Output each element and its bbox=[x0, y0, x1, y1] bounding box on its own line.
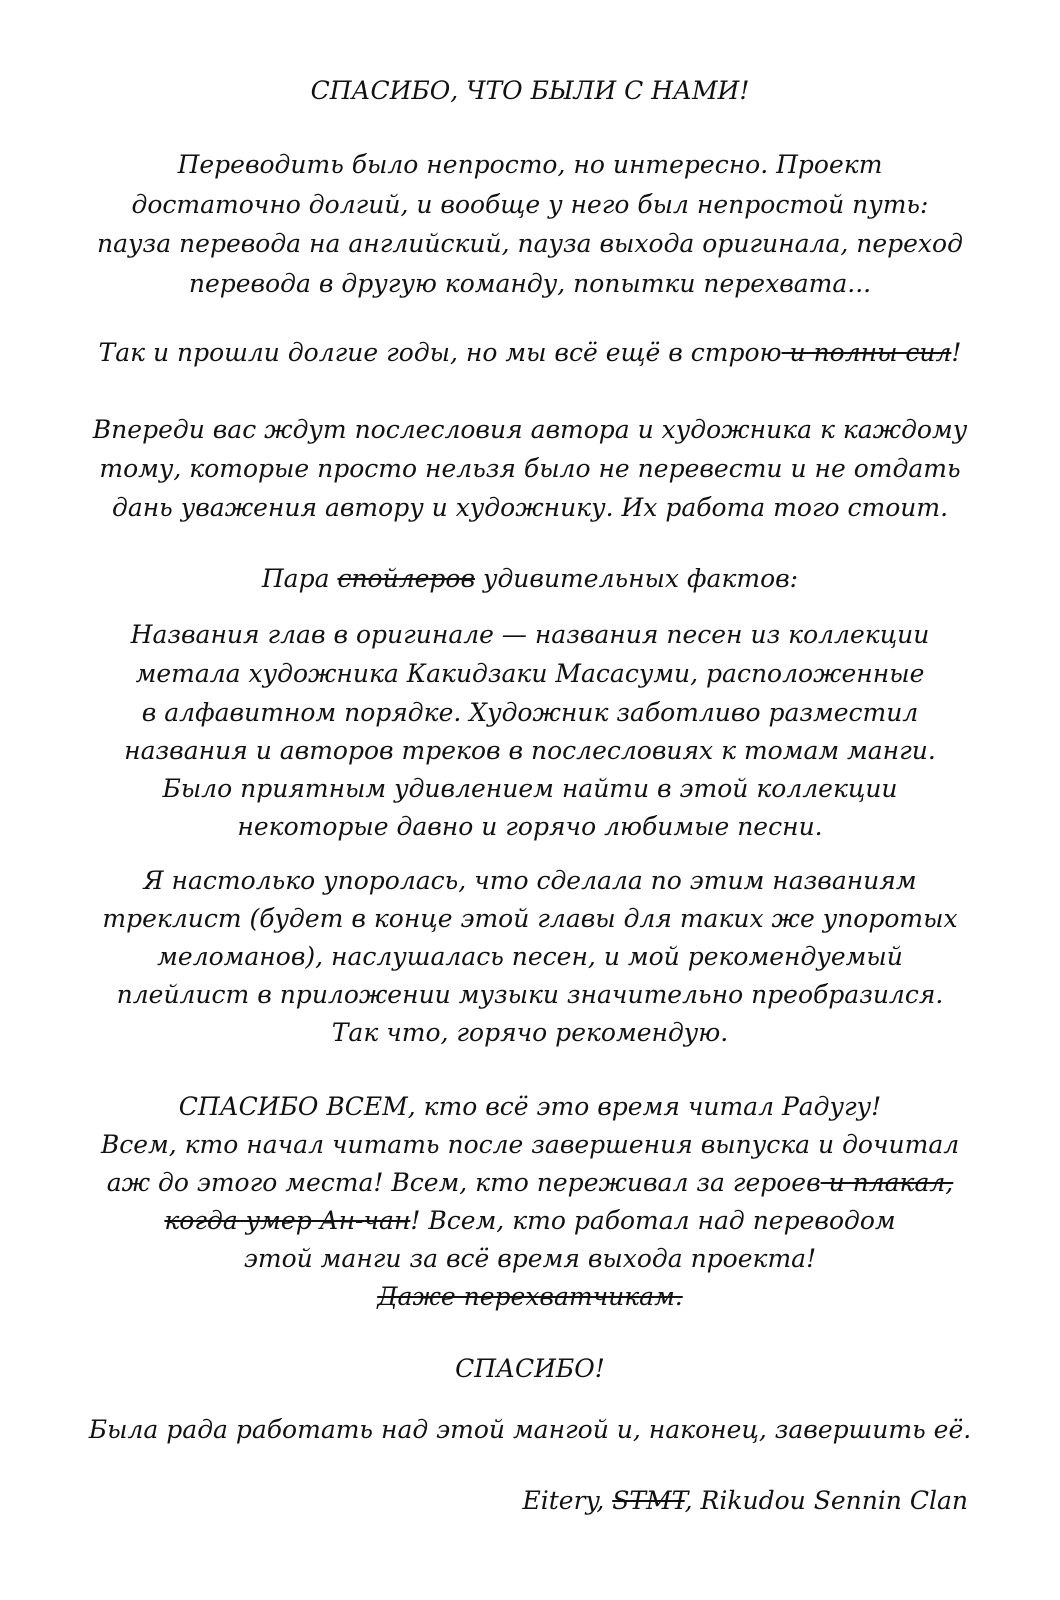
text-line bbox=[0, 1280, 1060, 1314]
text-line: Названия глав в оригинале — названия песен из коллекции bbox=[130, 620, 930, 649]
text-line: в алфавитном порядке. Художник заботливо разместил bbox=[141, 698, 919, 727]
thanks-heading: СПАСИБО! bbox=[455, 1354, 605, 1383]
text-fragment: ! Всем, кто работал над переводом bbox=[410, 1206, 896, 1235]
strikethrough-text: и плакал, bbox=[820, 1168, 954, 1197]
text-line: Я настолько упоролась, что сделала по этим названиям bbox=[143, 866, 917, 895]
text-line: треклист (будет в конце этой главы для таких же упоротых bbox=[102, 904, 958, 933]
text-line: метала художника Какидзаки Масасуми, расположенные bbox=[135, 659, 925, 688]
closing-line: Была рада работать над этой мангой и, наконец, завершить её. bbox=[88, 1415, 972, 1444]
text-line: перевода в другую команду, попытки перехвата... bbox=[188, 269, 872, 298]
text-line: достаточно долгий, и вообще у него был непростой путь: bbox=[131, 190, 929, 219]
paragraph-years bbox=[0, 336, 1060, 370]
signature-text: , Rikudou Sennin Clan bbox=[684, 1486, 968, 1515]
text-line: Впереди вас ждут послесловия автора и художника к каждому bbox=[92, 415, 968, 444]
strikethrough-text: STMT bbox=[612, 1486, 685, 1515]
text-line: меломанов), наслушалась песен, и мой рекомендуемый bbox=[157, 942, 903, 971]
signature-text: Eitery, bbox=[522, 1486, 613, 1515]
text-line: этой манги за всё время выхода проекта! bbox=[243, 1244, 817, 1273]
strikethrough-text: когда умер Ан-чан bbox=[164, 1206, 411, 1235]
text-line: плейлист в приложении музыки значительно преобразился. bbox=[116, 980, 944, 1009]
text-fragment: удивительных фактов: bbox=[475, 564, 799, 593]
text-line: СПАСИБО ВСЕМ, кто всё это время читал Радугу! bbox=[178, 1092, 882, 1121]
strikethrough-text: спойлеров bbox=[337, 564, 476, 593]
text-line bbox=[0, 1166, 1060, 1200]
text-line bbox=[0, 1204, 1060, 1238]
strikethrough-text: и полны сил bbox=[781, 338, 952, 367]
text-fragment: ! bbox=[951, 338, 962, 367]
text-line: дань уважения автору и художнику. Их работа того стоит. bbox=[111, 493, 949, 522]
text-fragment: Пара bbox=[261, 564, 338, 593]
text-line: Переводить было непросто, но интересно. Проект bbox=[177, 150, 883, 179]
text-line: Всем, кто начал читать после завершения выпуска и дочитал bbox=[100, 1130, 960, 1159]
text-fragment: аж до этого места! Всем, кто переживал за героев bbox=[106, 1168, 821, 1197]
text-fragment: Так и прошли долгие годы, но мы всё ещё в строю bbox=[98, 338, 782, 367]
strikethrough-text: Даже перехватчикам. bbox=[377, 1282, 683, 1311]
text-line: Было приятным удивлением найти в этой коллекции bbox=[162, 774, 898, 803]
text-line: Так что, горячо рекомендую. bbox=[331, 1018, 729, 1047]
page-title: СПАСИБО, ЧТО БЫЛИ С НАМИ! bbox=[310, 76, 750, 105]
text-line: тому, которые просто нельзя было не перевести и не отдать bbox=[99, 454, 961, 483]
text-line: пауза перевода на английский, пауза выхода оригинала, переход bbox=[97, 229, 963, 258]
text-line: некоторые давно и горячо любимые песни. bbox=[237, 812, 823, 841]
text-line: названия и авторов треков в послесловиях к томам манги. bbox=[124, 736, 936, 765]
signature bbox=[522, 1484, 968, 1518]
facts-heading bbox=[0, 562, 1060, 596]
